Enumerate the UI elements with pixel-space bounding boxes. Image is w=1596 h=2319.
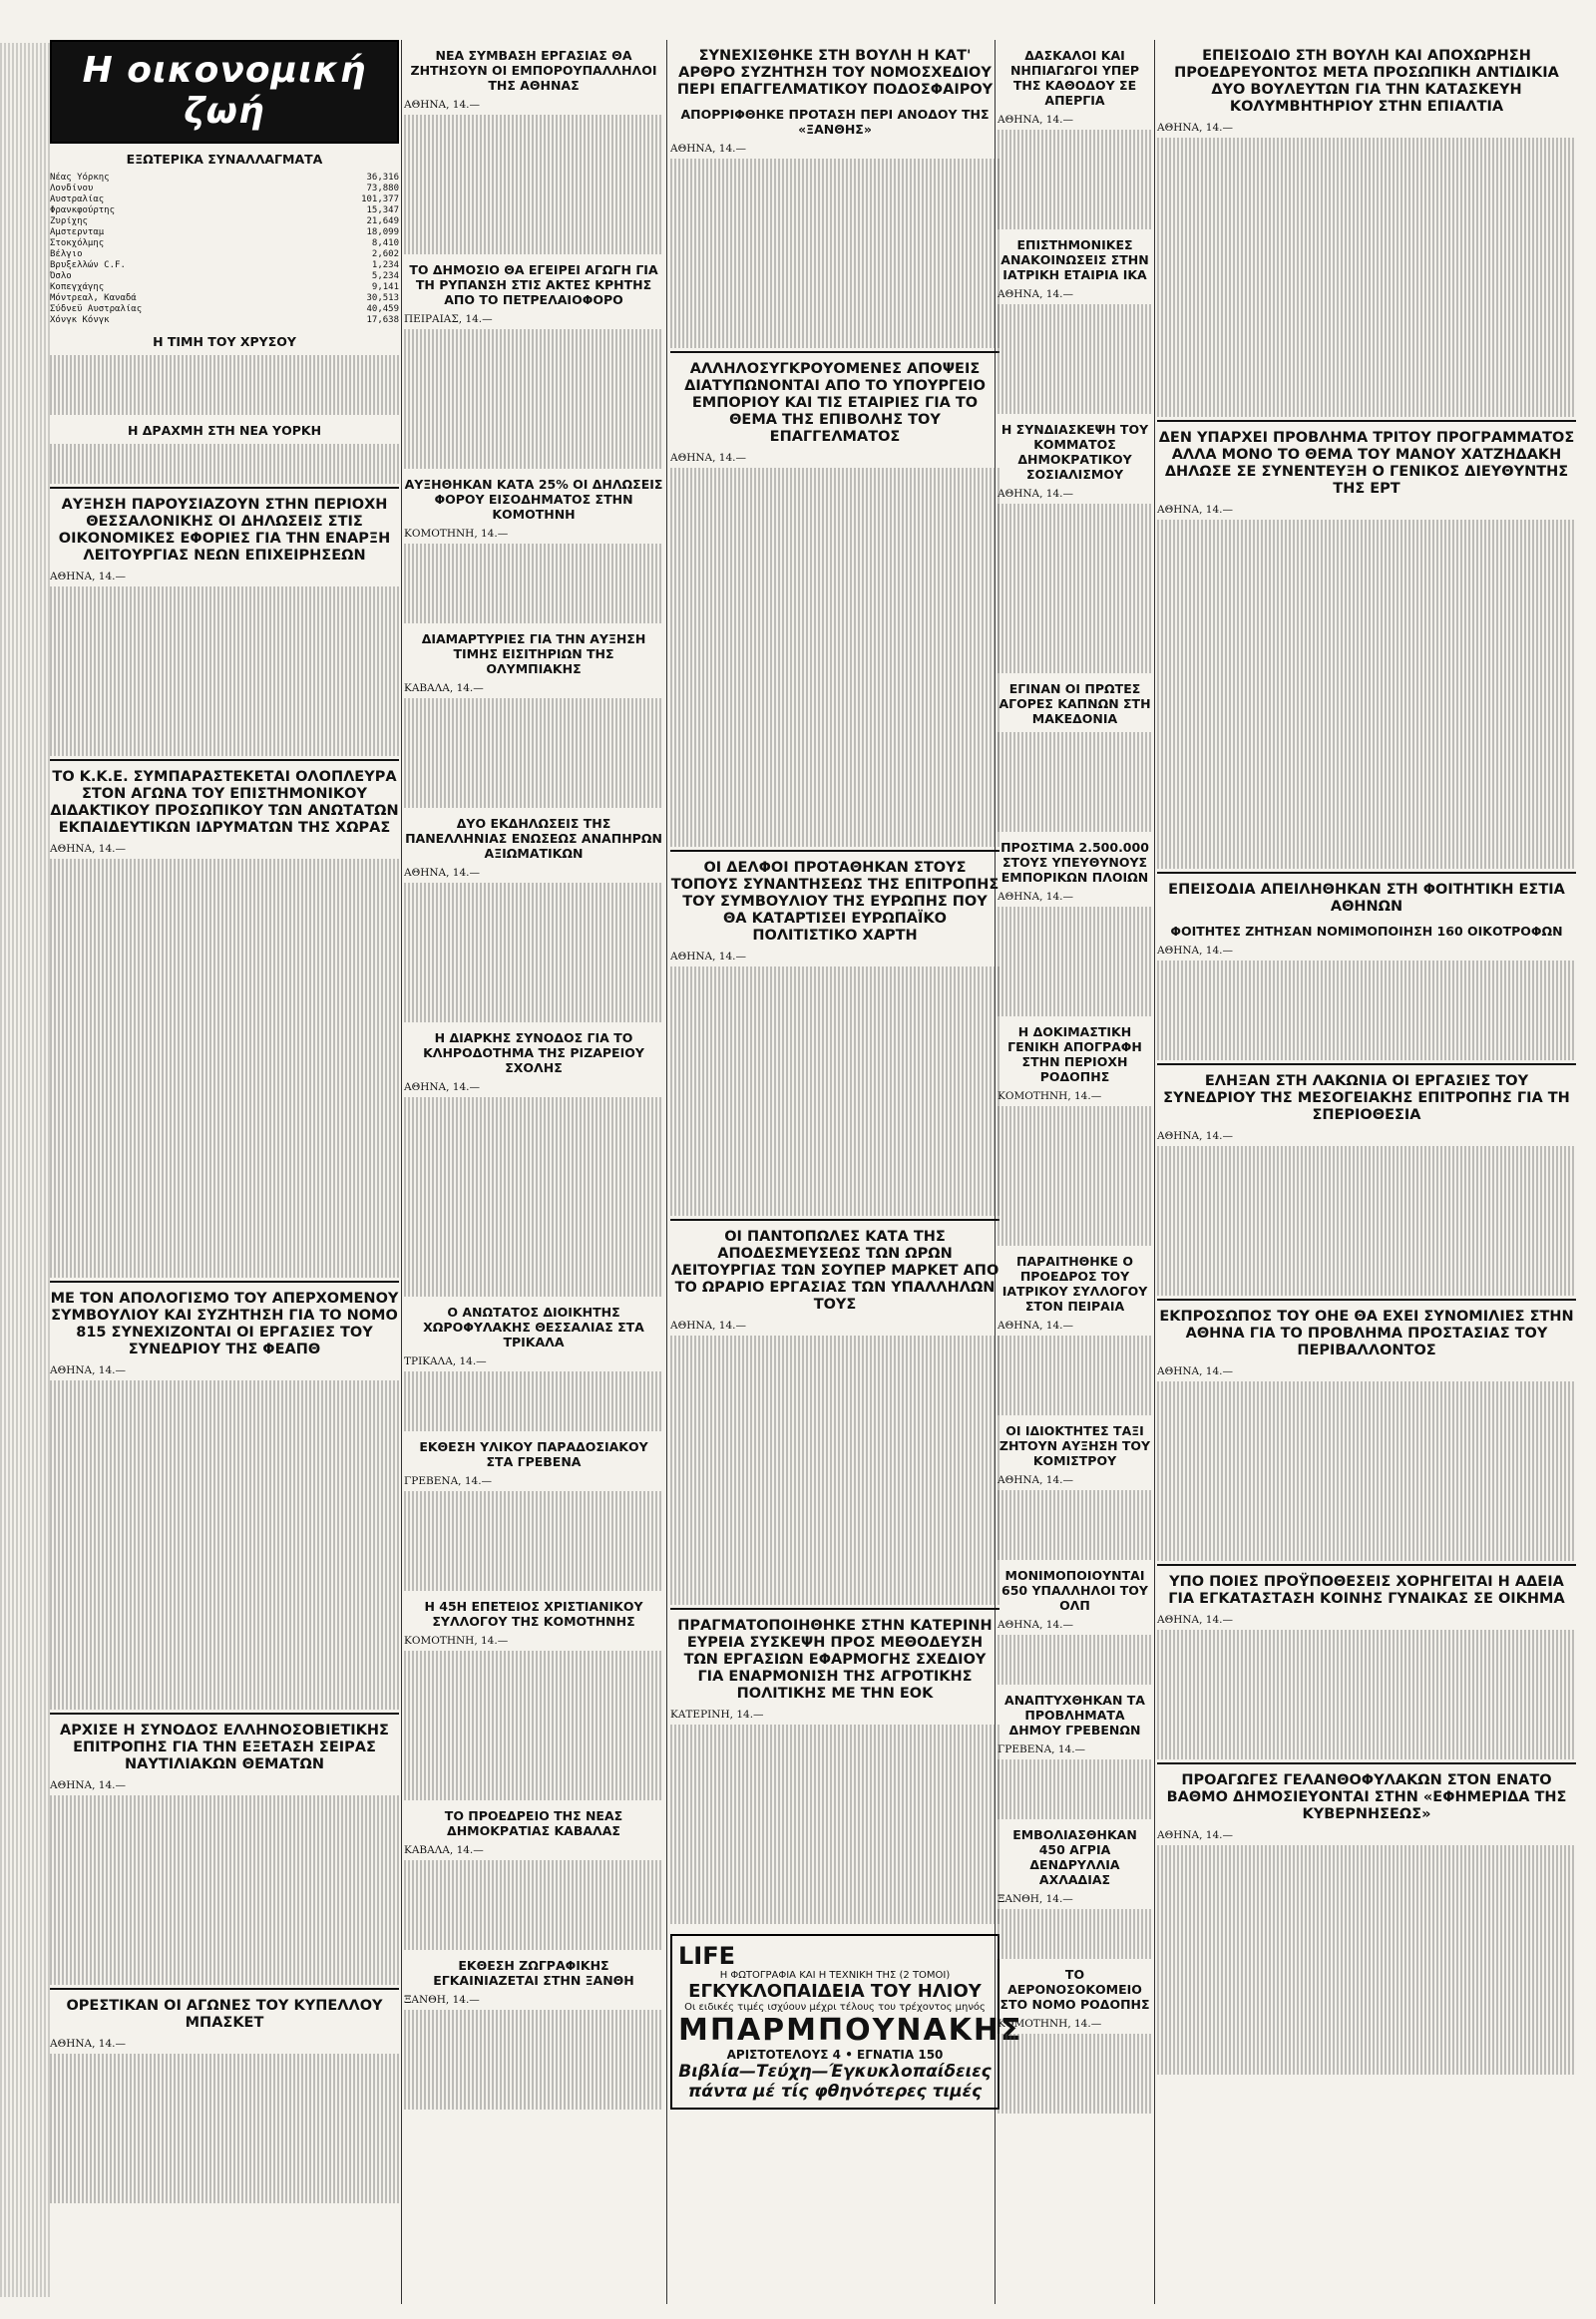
headline: ΑΥΞΗΘΗΚΑΝ ΚΑΤΑ 25% ΟΙ ΔΗΛΩΣΕΙΣ ΦΟΡΟΥ ΕΙΣΟΔΗΜΑΤΟΣ ΣΤΗΝ ΚΟΜΟΤΗΝΗ — [404, 477, 663, 522]
article-body: ΑΘΗΝΑ, 14.— — [1157, 504, 1576, 869]
ad-note: Οι ειδικές τιμές ισχύουν μέχρι τέλους του τρέχοντος μηνός — [684, 2002, 986, 2013]
divider — [50, 759, 399, 761]
divider — [50, 1281, 399, 1283]
ad-address: ΑΡΙΣΤΟΤΕΛΟΥΣ 4 • ΕΓΝΑΤΙΑ 150 — [726, 2048, 944, 2062]
edge-column — [0, 40, 50, 2300]
table-row: Σύδνεϋ Αυστραλίας 40,459 — [50, 304, 399, 314]
headline: ΑΥΞΗΣΗ ΠΑΡΟΥΣΙΑΖΟΥΝ ΣΤΗΝ ΠΕΡΙΟΧΗ ΘΕΣΣΑΛΟΝΙΚΗΣ ΟΙ ΔΗΛΩΣΕΙΣ ΣΤΙΣ ΟΙΚΟΝΟΜΙΚΕΣ ΕΦΟΡΙΕΣ ΓΙΑ ΤΗΝ ΕΝΑΡΞΗ ΛΕΙΤΟΥΡΓΙΑΣ ΝΕΩΝ ΕΠΙΧΕΙΡΗΣΕΩΝ — [58, 497, 391, 564]
divider — [1157, 1564, 1576, 1566]
divider — [1157, 420, 1576, 422]
headline: ΥΠΟ ΠΟΙΕΣ ΠΡΟΫΠΟΘΕΣΕΙΣ ΧΟΡΗΓΕΙΤΑΙ Η ΑΔΕΙΑ ΓΙΑ ΕΓΚΑΤΑΣΤΑΣΗ ΚΟΙΝΗΣ ΓΥΝΑΙΚΑΣ ΣΕ ΟΙΚΗΜΑ — [1168, 1574, 1565, 1607]
fx-heading: ΕΞΩΤΕΡΙΚΑ ΣΥΝΑΛΛΑΓΜΑΤΑ — [126, 152, 323, 167]
ad-brand: ΜΠΑΡΜΠΟΥΝΑΚΗΣ — [678, 2013, 1023, 2048]
text-filler — [50, 355, 399, 415]
column-rule — [401, 40, 402, 2304]
headline: ΤΟ ΑΕΡΟΝΟΣΟΚΟΜΕΙΟ ΣΤΟ ΝΟΜΟ ΡΟΔΟΠΗΣ — [999, 1967, 1150, 2012]
table-row: Όσλο 5,234 — [50, 271, 399, 281]
headline: ΟΡΕΣΤΙΚΑΝ ΟΙ ΑΓΩΝΕΣ ΤΟΥ ΚΥΠΕΛΛΟΥ ΜΠΑΣΚΕΤ — [66, 1998, 383, 2031]
headline: Η ΔΙΑΡΚΗΣ ΣΥΝΟΔΟΣ ΓΙΑ ΤΟ ΚΛΗΡΟΔΟΤΗΜΑ ΤΗΣ ΡΙΖΑΡΕΙΟΥ ΣΧΟΛΗΣ — [423, 1030, 644, 1075]
article-body: ΑΘΗΝΑ, 14.— — [998, 488, 1152, 673]
article-body: ΓΡΕΒΕΝΑ, 14.— — [998, 1743, 1152, 1819]
headline: ΔΑΣΚΑΛΟΙ ΚΑΙ ΝΗΠΙΑΓΩΓΟΙ ΥΠΕΡ ΤΗΣ ΚΑΘΟΔΟΥ ΣΕ ΑΠΕΡΓΙΑ — [1009, 48, 1140, 108]
table-row: Βέλγιο 2,602 — [50, 249, 399, 259]
gold-heading: Η ΤΙΜΗ ΤΟΥ ΧΡΥΣΟΥ — [153, 334, 296, 349]
table-row: Ζυρίχης 21,649 — [50, 216, 399, 226]
headline: Η 45Η ΕΠΕΤΕΙΟΣ ΧΡΙΣΤΙΑΝΙΚΟΥ ΣΥΛΛΟΓΟΥ ΤΗΣ ΚΟΜΟΤΗΝΗΣ — [424, 1599, 643, 1629]
article-body: ΑΘΗΝΑ, 14.— — [50, 2038, 399, 2203]
column-a — [50, 40, 399, 2206]
article-body: ΑΘΗΝΑ, 14.— — [50, 1364, 399, 1710]
divider — [670, 1219, 999, 1221]
article-body: ΑΘΗΝΑ, 14.— — [50, 1779, 399, 1985]
article-body: ΚΟΜΟΤΗΝΗ, 14.— — [404, 1635, 663, 1800]
headline: ΕΚΘΕΣΗ ΖΩΓΡΑΦΙΚΗΣ ΕΓΚΑΙΝΙΑΖΕΤΑΙ ΣΤΗΝ ΞΑΝΘΗ — [433, 1958, 634, 1988]
article-body: ΑΘΗΝΑ, 14.— — [670, 951, 999, 1216]
headline: ΕΠΕΙΣΟΔΙΑ ΑΠΕΙΛΗΘΗΚΑΝ ΣΤΗ ΦΟΙΤΗΤΙΚΗ ΕΣΤΙΑ ΑΘΗΝΩΝ — [1168, 882, 1565, 915]
divider — [50, 1988, 399, 1990]
headline: ΕΠΙΣΤΗΜΟΝΙΚΕΣ ΑΝΑΚΟΙΝΩΣΕΙΣ ΣΤΗΝ ΙΑΤΡΙΚΗ ΕΤΑΙΡΙΑ ΙΚΑ — [1000, 237, 1149, 282]
table-row: Βρυξελλών C.F. 1,234 — [50, 260, 399, 270]
divider — [670, 1608, 999, 1610]
article-body: ΑΘΗΝΑ, 14.— — [50, 571, 399, 756]
column-e — [1157, 40, 1576, 2078]
article-body: ΑΘΗΝΑ, 14.— — [998, 288, 1152, 414]
headline: ΤΟ Κ.Κ.Ε. ΣΥΜΠΑΡΑΣΤΕΚΕΤΑΙ ΟΛΟΠΛΕΥΡΑ ΣΤΟΝ ΑΓΩΝΑ ΤΟΥ ΕΠΙΣΤΗΜΟΝΙΚΟΥ ΔΙΔΑΚΤΙΚΟΥ ΠΡΟΣΩΠΙΚΟΥ ΤΩΝ ΑΝΩΤΑΤΩΝ ΕΚΠΑΙΔΕΥΤΙΚΩΝ ΙΔΡΥΜΑΤΩΝ ΤΗΣ ΧΩΡΑΣ — [50, 769, 399, 836]
table-row: Χόνγκ Κόνγκ 17,638 — [50, 315, 399, 325]
table-row: Λονδίνου 73,880 — [50, 184, 399, 193]
column-d — [998, 40, 1152, 2117]
article-body: ΑΘΗΝΑ, 14.— — [998, 1619, 1152, 1685]
article-body: ΑΘΗΝΑ, 14.— — [404, 867, 663, 1022]
article-body: ΑΘΗΝΑ, 14.— — [998, 114, 1152, 229]
article-body — [998, 732, 1152, 832]
headline: ΟΙ ΙΔΙΟΚΤΗΤΕΣ ΤΑΞΙ ΖΗΤΟΥΝ ΑΥΞΗΣΗ ΤΟΥ ΚΟΜΙΣΤΡΟΥ — [998, 1423, 1151, 1468]
advertisement — [670, 1934, 1023, 2110]
table-row: Αυστραλίας 101,377 — [50, 194, 399, 204]
divider — [1157, 1762, 1576, 1764]
article-body: ΓΡΕΒΕΝΑ, 14.— — [404, 1475, 663, 1591]
headline: ΕΚΘΕΣΗ ΥΛΙΚΟΥ ΠΑΡΑΔΟΣΙΑΚΟΥ ΣΤΑ ΓΡΕΒΕΝΑ — [419, 1439, 648, 1469]
ny-heading: Η ΔΡΑΧΜΗ ΣΤΗ ΝΕΑ ΥΟΡΚΗ — [127, 423, 322, 438]
article-body: ΑΘΗΝΑ, 14.— — [50, 843, 399, 1278]
column-rule — [666, 40, 667, 2304]
article-body: ΑΘΗΝΑ, 14.— — [1157, 1614, 1576, 1759]
article-body: ΑΘΗΝΑ, 14.— — [404, 1081, 663, 1297]
headline: Η ΣΥΝΔΙΑΣΚΕΨΗ ΤΟΥ ΚΟΜΜΑΤΟΣ ΔΗΜΟΚΡΑΤΙΚΟΥ ΣΟΣΙΑΛΙΣΜΟΥ — [1000, 422, 1149, 482]
text-filler — [50, 444, 399, 484]
headline: ΜΕ ΤΟΝ ΑΠΟΛΟΓΙΣΜΟ ΤΟΥ ΑΠΕΡΧΟΜΕΝΟΥ ΣΥΜΒΟΥΛΙΟΥ ΚΑΙ ΣΥΖΗΤΗΣΗ ΓΙΑ ΤΟ ΝΟΜΟ 815 ΣΥΝΕΧΙΖΟΝΤΑΙ ΟΙ ΕΡΓΑΣΙΕΣ ΤΟΥ ΣΥΝΕΔΡΙΟΥ ΤΗΣ ΦΕΑΠΘ — [50, 1291, 399, 1357]
article-body: ΑΘΗΝΑ, 14.— — [670, 1320, 999, 1605]
ad-subtitle: Η ΦΩΤΟΓΡΑΦΙΑ ΚΑΙ Η ΤΕΧΝΙΚΗ ΤΗΣ (2 ΤΟΜΟΙ) — [719, 1970, 951, 1981]
ad-logo: LIFE — [678, 1942, 736, 1970]
headline: ΟΙ ΠΑΝΤΟΠΩΛΕΣ ΚΑΤΑ ΤΗΣ ΑΠΟΔΕΣΜΕΥΣΕΩΣ ΤΩΝ ΩΡΩΝ ΛΕΙΤΟΥΡΓΙΑΣ ΤΩΝ ΣΟΥΠΕΡ ΜΑΡΚΕΤ ΑΠΟ ΤΟ ΩΡΑΡΙΟ ΕΡΓΑΣΙΑΣ ΤΩΝ ΥΠΑΛΛΗΛΩΝ ΤΟΥΣ — [670, 1229, 999, 1313]
divider — [670, 351, 999, 353]
headline: ΔΕΝ ΥΠΑΡΧΕΙ ΠΡΟΒΛΗΜΑ ΤΡΙΤΟΥ ΠΡΟΓΡΑΜΜΑΤΟΣ ΑΛΛΑ ΜΟΝΟ ΤΟ ΘΕΜΑ ΤΟΥ ΜΑΝΟΥ ΧΑΤΖΗΔΑΚΗ ΔΗΛΩΣΕ ΣΕ ΣΥΝΕΝΤΕΥΞΗ Ο ΓΕΝΙΚΟΣ ΔΙΕΥΘΥΝΤΗΣ ΤΗΣ ΕΡΤ — [1158, 430, 1575, 497]
article-body: ΑΘΗΝΑ, 14.— — [998, 1320, 1152, 1415]
article-body: ΚΟΜΟΤΗΝΗ, 14.— — [998, 1090, 1152, 1246]
article-body: ΞΑΝΘΗ, 14.— — [998, 1893, 1152, 1959]
headline: Η ΔΟΚΙΜΑΣΤΙΚΗ ΓΕΝΙΚΗ ΑΠΟΓΡΑΦΗ ΣΤΗΝ ΠΕΡΙΟΧΗ ΡΟΔΟΠΗΣ — [1007, 1024, 1142, 1084]
article-body: ΑΘΗΝΑ, 14.— — [670, 143, 999, 348]
headline: ΠΑΡΑΙΤΗΘΗΚΕ Ο ΠΡΟΕΔΡΟΣ ΤΟΥ ΙΑΤΡΙΚΟΥ ΣΥΛΛΟΓΟΥ ΣΤΟΝ ΠΕΙΡΑΙΑ — [1001, 1254, 1148, 1314]
headline: ΕΓΙΝΑΝ ΟΙ ΠΡΩΤΕΣ ΑΓΟΡΕΣ ΚΑΠΝΩΝ ΣΤΗ ΜΑΚΕΔΟΝΙΑ — [998, 681, 1151, 726]
table-row: Μόντρεαλ, Καναδά 30,513 — [50, 293, 399, 303]
headline: ΟΙ ΔΕΛΦΟΙ ΠΡΟΤΑΘΗΚΑΝ ΣΤΟΥΣ ΤΟΠΟΥΣ ΣΥΝΑΝΤΗΣΕΩΣ ΤΗΣ ΕΠΙΤΡΟΠΗΣ ΤΟΥ ΣΥΜΒΟΥΛΙΟΥ ΤΗΣ ΕΥΡΩΠΗΣ ΠΟΥ ΘΑ ΚΑΤΑΡΤΙΣΕΙ ΕΥΡΩΠΑΪΚΟ ΠΟΛΙΤΙΣΤΙΚΟ ΧΑΡΤΗ — [670, 860, 999, 944]
headline: ΑΡΧΙΣΕ Η ΣΥΝΟΔΟΣ ΕΛΛΗΝΟΣΟΒΙΕΤΙΚΗΣ ΕΠΙΤΡΟΠΗΣ ΓΙΑ ΤΗΝ ΕΞΕΤΑΣΗ ΣΕΙΡΑΣ ΝΑΥΤΙΛΙΑΚΩΝ ΘΕΜΑΤΩΝ — [60, 1723, 389, 1772]
headline: Ο ΑΝΩΤΑΤΟΣ ΔΙΟΙΚΗΤΗΣ ΧΩΡΟΦΥΛΑΚΗΣ ΘΕΣΣΑΛΙΑΣ ΣΤΑ ΤΡΙΚΑΛΑ — [423, 1305, 644, 1350]
headline: ΑΛΛΗΛΟΣΥΓΚΡΟΥΟΜΕΝΕΣ ΑΠΟΨΕΙΣ ΔΙΑΤΥΠΩΝΟΝΤΑΙ ΑΠΟ ΤΟ ΥΠΟΥΡΓΕΙΟ ΕΜΠΟΡΙΟΥ ΚΑΙ ΤΙΣ ΕΤΑΙΡΙΕΣ ΓΙΑ ΤΟ ΘΕΜΑ ΤΗΣ ΕΠΙΒΟΛΗΣ ΤΟΥ ΕΠΑΓΓΕΛΜΑΤΟΣ — [684, 361, 986, 445]
headline: ΝΕΑ ΣΥΜΒΑΣΗ ΕΡΓΑΣΙΑΣ ΘΑ ΖΗΤΗΣΟΥΝ ΟΙ ΕΜΠΟΡΟΥΠΑΛΛΗΛΟΙ ΤΗΣ ΑΘΗΝΑΣ — [410, 48, 657, 93]
headline: ΤΟ ΠΡΟΕΔΡΕΙΟ ΤΗΣ ΝΕΑΣ ΔΗΜΟΚΡΑΤΙΑΣ ΚΑΒΑΛΑΣ — [444, 1808, 623, 1838]
column-rule — [1154, 40, 1155, 2304]
article-body: ΑΘΗΝΑ, 14.— — [998, 891, 1152, 1016]
headline: ΑΝΑΠΤΥΧΘΗΚΑΝ ΤΑ ΠΡΟΒΛΗΜΑΤΑ ΔΗΜΟΥ ΓΡΕΒΕΝΩΝ — [1004, 1693, 1145, 1738]
headline: ΔΥΟ ΕΚΔΗΛΩΣΕΙΣ ΤΗΣ ΠΑΝΕΛΛΗΝΙΑΣ ΕΝΩΣΕΩΣ ΑΝΑΠΗΡΩΝ ΑΞΙΩΜΑΤΙΚΩΝ — [405, 816, 662, 861]
table-row: Αμστερνταμ 18,099 — [50, 227, 399, 237]
article-body: ΑΘΗΝΑ, 14.— — [404, 99, 663, 254]
article-body: ΑΘΗΝΑ, 14.— — [1157, 1365, 1576, 1561]
table-row: Νέας Υόρκης 36,316 — [50, 173, 399, 183]
article-body: ΤΡΙΚΑΛΑ, 14.— — [404, 1355, 663, 1431]
divider — [50, 1713, 399, 1715]
headline: ΤΟ ΔΗΜΟΣΙΟ ΘΑ ΕΓΕΙΡΕΙ ΑΓΩΓΗ ΓΙΑ ΤΗ ΡΥΠΑΝΣΗ ΣΤΙΣ ΑΚΤΕΣ ΚΡΗΤΗΣ ΑΠΟ ΤΟ ΠΕΤΡΕΛΑΙΟΦΟΡΟ — [409, 262, 658, 307]
article-body: ΑΘΗΝΑ, 14.— — [670, 452, 999, 847]
article-body: ΑΘΗΝΑ, 14.— — [1157, 1829, 1576, 2075]
subheadline: ΑΠΟΡΡΙΦΘΗΚΕ ΠΡΟΤΑΣΗ ΠΕΡΙ ΑΝΟΔΟΥ ΤΗΣ «ΞΑΝΘΗΣ» — [680, 107, 990, 137]
headline: ΠΡΟΣΤΙΜΑ 2.500.000 ΣΤΟΥΣ ΥΠΕΥΘΥΝΟΥΣ ΕΜΠΟΡΙΚΩΝ ΠΛΟΙΩΝ — [1000, 840, 1149, 885]
headline: ΕΚΠΡΟΣΩΠΟΣ ΤΟΥ ΟΗΕ ΘΑ ΕΧΕΙ ΣΥΝΟΜΙΛΙΕΣ ΣΤΗΝ ΑΘΗΝΑ ΓΙΑ ΤΟ ΠΡΟΒΛΗΜΑ ΠΡΟΣΤΑΣΙΑΣ ΤΟΥ ΠΕΡΙΒΑΛΛΟΝΤΟΣ — [1159, 1309, 1574, 1358]
article-body: ΚΑΤΕΡΙΝΗ, 14.— — [670, 1709, 999, 1924]
ad-title: ΕΓΚΥΚΛΟΠΑΙΔΕΙΑ ΤΟΥ ΗΛΙΟΥ — [688, 1981, 982, 2002]
headline: ΕΠΕΙΣΟΔΙΟ ΣΤΗ ΒΟΥΛΗ ΚΑΙ ΑΠΟΧΩΡΗΣΗ ΠΡΟΕΔΡΕΥΟΝΤΟΣ ΜΕΤΑ ΠΡΟΣΩΠΙΚΗ ΑΝΤΙΔΙΚΙΑ ΔΥΟ ΒΟΥΛΕΥΤΩΝ ΓΙΑ ΤΗΝ ΚΑΤΑΣΚΕΥΗ ΚΟΛΥΜΒΗΤΗΡΙΟΥ ΣΤΗΝ ΕΠΙΑΛΤΙΑ — [1174, 48, 1559, 115]
article-body: ΚΑΒΑΛΑ, 14.— — [404, 1844, 663, 1950]
subheadline: ΦΟΙΤΗΤΕΣ ΖΗΤΗΣΑΝ ΝΟΜΙΜΟΠΟΙΗΣΗ 160 ΟΙΚΟΤΡΟΦΩΝ — [1170, 924, 1563, 939]
article-body: ΑΘΗΝΑ, 14.— — [1157, 122, 1576, 417]
divider — [1157, 1063, 1576, 1065]
fx-table — [50, 173, 399, 326]
masthead-title: Η οικονομική ζωή — [50, 40, 399, 144]
headline: ΣΥΝΕΧΙΣΘΗΚΕ ΣΤΗ ΒΟΥΛΗ Η ΚΑΤ' ΑΡΘΡΟ ΣΥΖΗΤΗΣΗ ΤΟΥ ΝΟΜΟΣΧΕΔΙΟΥ ΠΕΡΙ ΕΠΑΓΓΕΛΜΑΤΙΚΟΥ ΠΟΔΟΣΦΑΙΡΟΥ — [676, 48, 994, 98]
article-body: ΑΘΗΝΑ, 14.— — [1157, 945, 1576, 1060]
headline: ΠΡΟΑΓΩΓΕΣ ΓΕΛΑΝΘΟΦΥΛΑΚΩΝ ΣΤΟΝ ΕΝΑΤΟ ΒΑΘΜΟ ΔΗΜΟΣΙΕΥΟΝΤΑΙ ΣΤΗΝ «ΕΦΗΜΕΡΙΔΑ ΤΗΣ ΚΥΒΕΡΝΗΣΕΩΣ» — [1166, 1772, 1567, 1822]
headline: ΕΛΗΞΑΝ ΣΤΗ ΛΑΚΩΝΙΑ ΟΙ ΕΡΓΑΣΙΕΣ ΤΟΥ ΣΥΝΕΔΡΙΟΥ ΤΗΣ ΜΕΣΟΓΕΙΑΚΗΣ ΕΠΙΤΡΟΠΗΣ ΓΙΑ ΤΗ ΣΠΕΡΙΟΘΕΣΙΑ — [1163, 1073, 1570, 1123]
column-c — [670, 40, 1023, 2110]
ad-slogan: Βιβλία—Τεύχη—Έγκυκλοπαίδειες πάντα μέ τίς φθηνότερες τιμές — [678, 2062, 992, 2102]
article-body: ΞΑΝΘΗ, 14.— — [404, 1994, 663, 2110]
column-b — [404, 40, 663, 2113]
headline: ΠΡΑΓΜΑΤΟΠΟΙΗΘΗΚΕ ΣΤΗΝ ΚΑΤΕΡΙΝΗ ΕΥΡΕΙΑ ΣΥΣΚΕΨΗ ΠΡΟΣ ΜΕΘΟΔΕΥΣΗ ΤΩΝ ΕΡΓΑΣΙΩΝ ΕΦΑΡΜΟΓΗΣ ΣΧΕΔΙΟΥ ΓΙΑ ΕΝΑΡΜΟΝΙΣΗ ΤΗΣ ΑΓΡΟΤΙΚΗΣ ΠΟΛΙΤΙΚΗΣ ΜΕ ΤΗΝ ΕΟΚ — [677, 1618, 993, 1702]
divider — [1157, 872, 1576, 874]
text-filler — [0, 43, 50, 2297]
article-body: ΚΟΜΟΤΗΝΗ, 14.— — [998, 2018, 1152, 2114]
headline: ΔΙΑΜΑΡΤΥΡΙΕΣ ΓΙΑ ΤΗΝ ΑΥΞΗΣΗ ΤΙΜΗΣ ΕΙΣΙΤΗΡΙΩΝ ΤΗΣ ΟΛΥΜΠΙΑΚΗΣ — [421, 631, 646, 676]
headline: ΜΟΝΙΜΟΠΟΙΟΥΝΤΑΙ 650 ΥΠΑΛΛΗΛΟΙ ΤΟΥ ΟΛΠ — [1001, 1568, 1148, 1613]
table-row: Κοπεγχάγης 9,141 — [50, 282, 399, 292]
article-body: ΑΘΗΝΑ, 14.— — [998, 1474, 1152, 1560]
article-body: ΚΟΜΟΤΗΝΗ, 14.— — [404, 528, 663, 623]
table-row: Στοκχόλμης 8,410 — [50, 238, 399, 248]
article-body: ΚΑΒΑΛΑ, 14.— — [404, 682, 663, 808]
divider — [670, 850, 999, 852]
divider — [1157, 1299, 1576, 1301]
article-body: ΠΕΙΡΑΙΑΣ, 14.— — [404, 313, 663, 469]
divider — [50, 487, 399, 489]
headline: ΕΜΒΟΛΙΑΣΘΗΚΑΝ 450 ΑΓΡΙΑ ΔΕΝΔΡΥΛΛΙΑ ΑΧΛΑΔΙΑΣ — [1012, 1827, 1137, 1887]
article-body: ΑΘΗΝΑ, 14.— — [1157, 1130, 1576, 1296]
table-row: Φρανκφούρτης 15,347 — [50, 205, 399, 215]
